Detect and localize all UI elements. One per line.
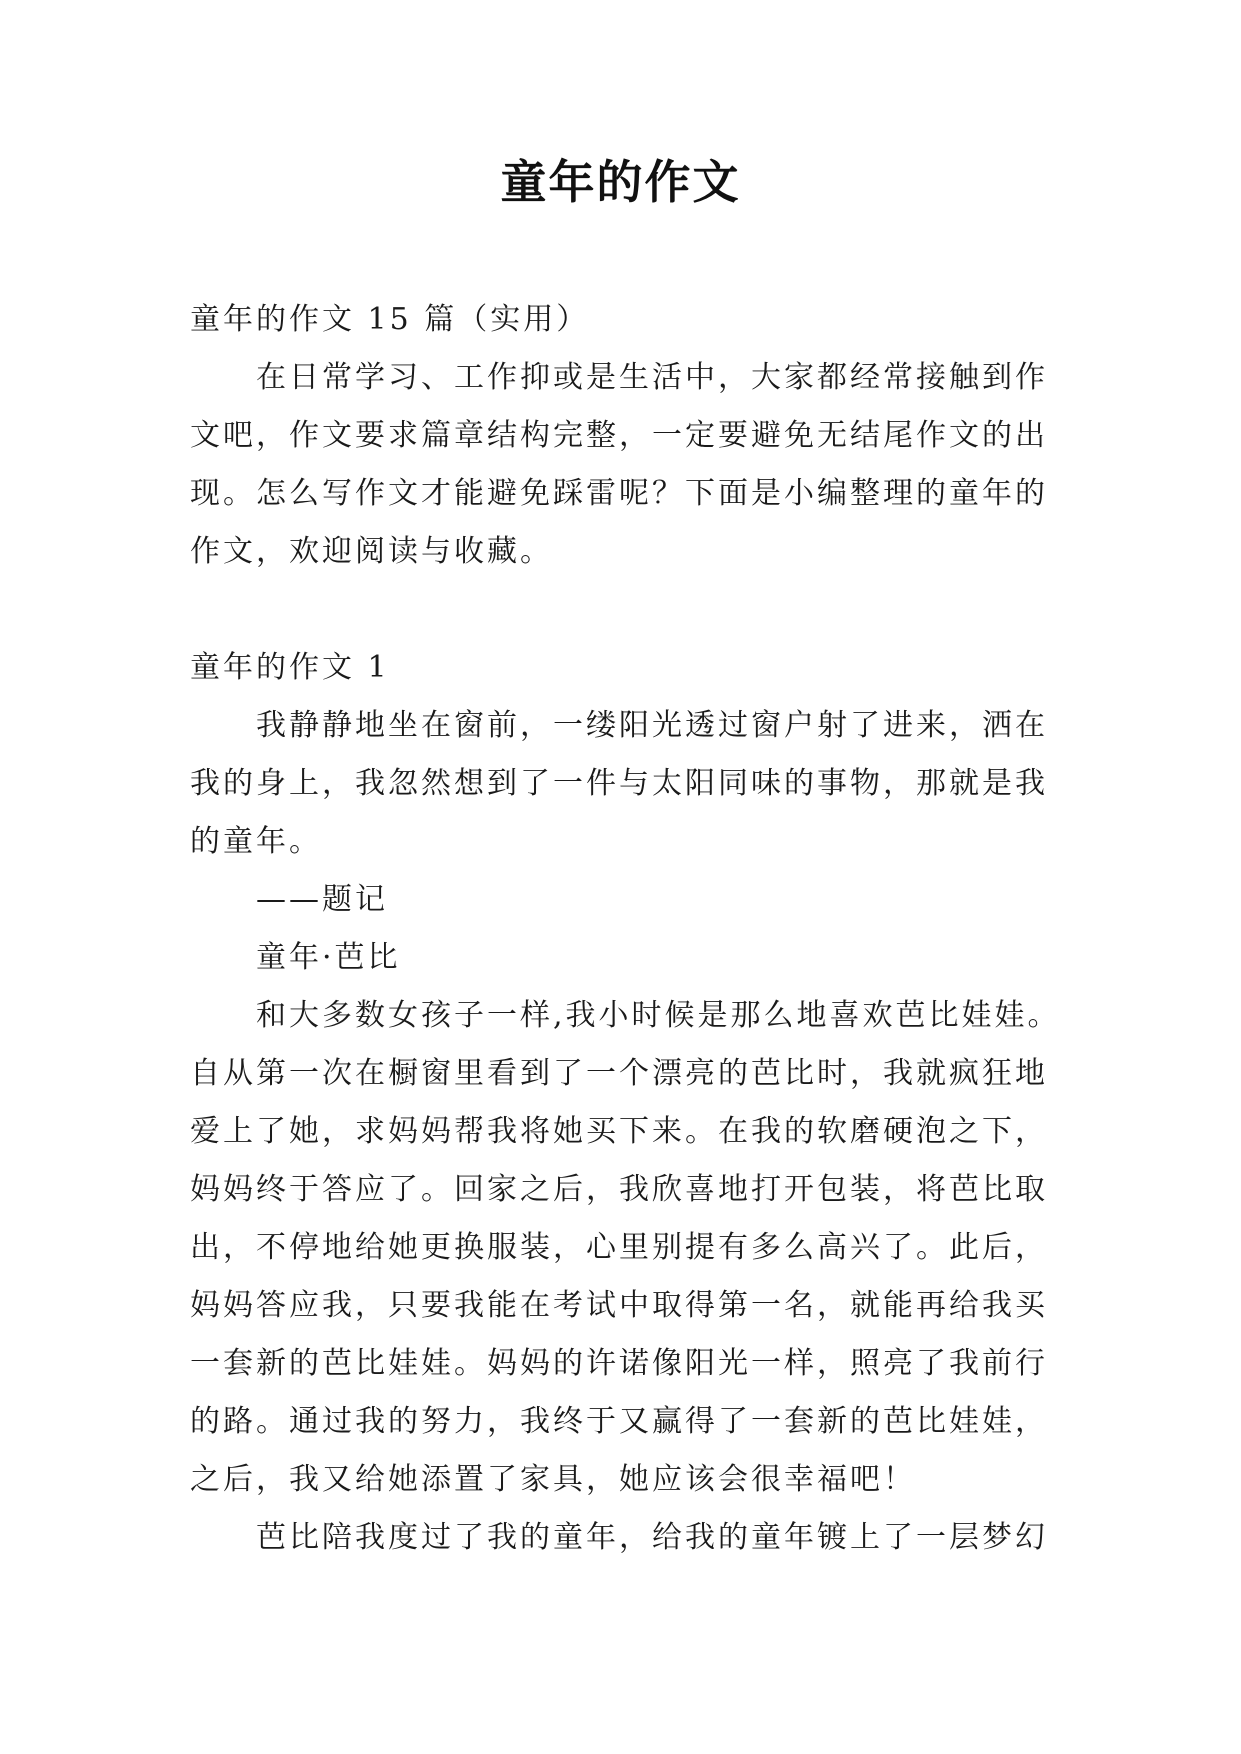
text-line: 在日常学习、工作抑或是生活中，大家都经常接触到作 <box>256 360 1048 395</box>
text-line: 文吧，作文要求篇章结构完整，一定要避免无结尾作文的出 <box>190 418 1048 453</box>
text-line: 芭比陪我度过了我的童年，给我的童年镀上了一层梦幻 <box>256 1520 1048 1555</box>
text-line: 作文，欢迎阅读与收藏。 <box>190 534 553 569</box>
text-line: 童年·芭比 <box>256 940 401 975</box>
text-line: 自从第一次在橱窗里看到了一个漂亮的芭比时，我就疯狂地 <box>190 1056 1048 1091</box>
text-line: 现。怎么写作文才能避免踩雷呢？下面是小编整理的童年的 <box>190 476 1048 511</box>
text-line: 和大多数女孩子一样,我小时候是那么地喜欢芭比娃娃。 <box>256 998 1061 1033</box>
text-line: 出，不停地给她更换服装，心里别提有多么高兴了。此后， <box>190 1230 1048 1265</box>
document-body <box>190 291 1061 1567</box>
text-line: 的童年。 <box>190 824 322 859</box>
text-line: 妈妈答应我，只要我能在考试中取得第一名，就能再给我买 <box>190 1288 1048 1323</box>
text-line: 我的身上，我忽然想到了一件与太阳同味的事物，那就是我 <box>190 766 1048 801</box>
text-line: 妈妈终于答应了。回家之后，我欣喜地打开包装，将芭比取 <box>190 1172 1048 1207</box>
text-line: 爱上了她，求妈妈帮我将她买下来。在我的软磨硬泡之下， <box>190 1114 1048 1149</box>
page-title: 童年的作文 <box>500 155 741 209</box>
text-line: 童年的作文 15 篇（实用） <box>190 302 590 337</box>
text-line: 之后，我又给她添置了家具，她应该会很幸福吧！ <box>190 1462 916 1497</box>
paragraph-gap <box>190 581 1052 639</box>
text-line: 一套新的芭比娃娃。妈妈的许诺像阳光一样，照亮了我前行 <box>190 1346 1048 1381</box>
text-line: 童年的作文 1 <box>190 650 390 685</box>
text-line: 的路。通过我的努力，我终于又赢得了一套新的芭比娃娃， <box>190 1404 1048 1439</box>
text-line: 我静静地坐在窗前，一缕阳光透过窗户射了进来，洒在 <box>256 708 1048 743</box>
text-line: ——题记 <box>256 882 388 917</box>
